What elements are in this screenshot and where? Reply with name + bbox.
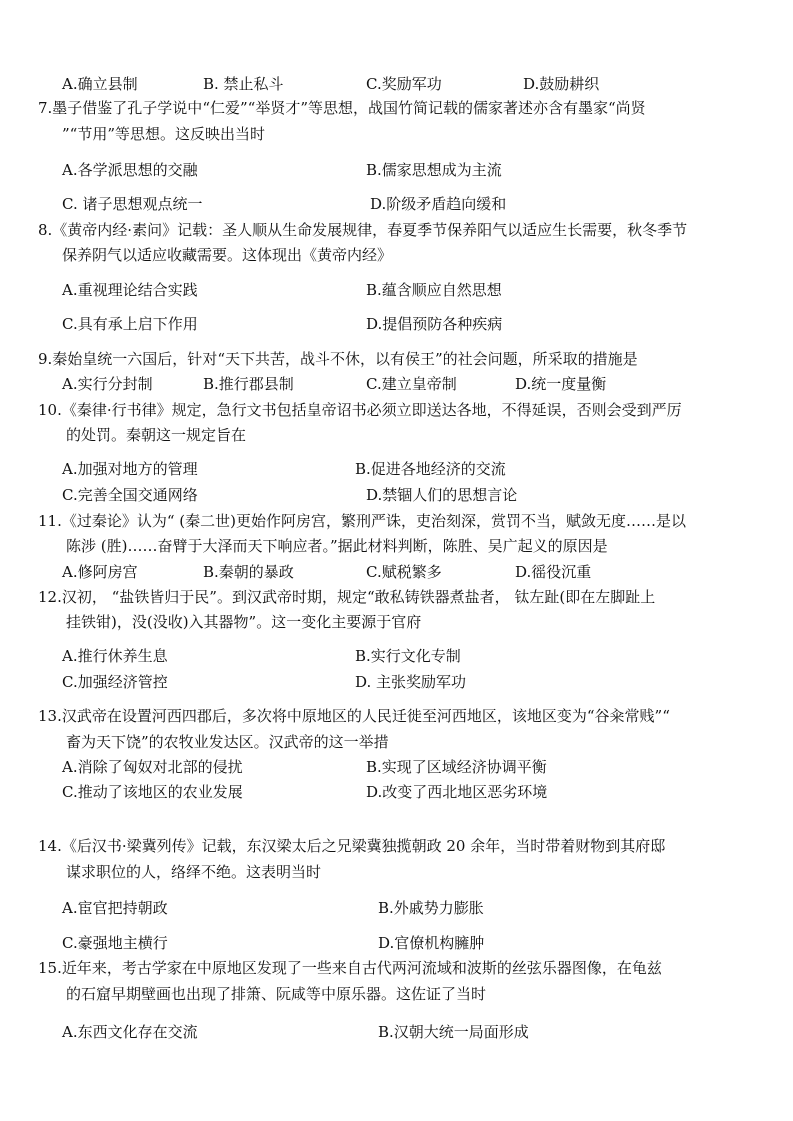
- q12-stem-line1: 12.汉初， “盐铁皆归于民”。到汉武帝时期，规定“敢私铸铁器煮盐者， 钛左趾(即在左脚趾上: [38, 588, 656, 606]
- q8-option-a: A.重视理论结合实践: [62, 281, 198, 299]
- q7-option-b: B.儒家思想成为主流: [366, 161, 502, 179]
- q9-option-d: D.统一度量衡: [515, 375, 607, 393]
- q9-option-b: B.推行郡县制: [203, 375, 294, 393]
- q10-option-c: C.完善全国交通网络: [62, 486, 198, 504]
- q11-option-c: C.赋税繁多: [366, 563, 442, 581]
- q14-option-b: B.外戚势力膨胀: [378, 899, 484, 917]
- q12-option-a: A.推行休养生息: [62, 647, 168, 665]
- q7-stem-line1: 7.墨子借鉴了孔子学说中“仁爱”“举贤才”等思想，战国竹简记载的儒家著述亦含有墨家“尚贤: [38, 99, 646, 117]
- q14-option-d: D.官僚机构臃肿: [378, 934, 485, 952]
- q12-stem-line2: 挂铁钳)，没(没收)入其器物”。这一变化主要源于官府: [66, 613, 422, 631]
- q6-option-b: B. 禁止私斗: [203, 75, 284, 93]
- q8-option-c: C.具有承上启下作用: [62, 315, 198, 333]
- q11-option-b: B.秦朝的暴政: [203, 563, 294, 581]
- q13-stem-line1: 13.汉武帝在设置河西四郡后，多次将中原地区的人民迁徙至河西地区，该地区变为“谷籴常贱”“: [38, 707, 670, 725]
- q8-option-b: B.蕴含顺应自然思想: [366, 281, 502, 299]
- q15-option-b: B.汉朝大统一局面形成: [378, 1023, 529, 1041]
- q13-option-d: D.改变了西北地区恶劣环境: [366, 783, 548, 801]
- q10-option-d: D.禁锢人们的思想言论: [366, 486, 518, 504]
- q14-stem-line1: 14.《后汉书·梁冀列传》记载，东汉梁太后之兄梁冀独揽朝政 20 余年，当时带着财物到其府邸: [38, 837, 666, 855]
- q14-option-c: C.豪强地主横行: [62, 934, 168, 952]
- q13-option-a: A.消除了匈奴对北部的侵扰: [62, 758, 243, 776]
- q11-stem-line2: 陈涉 (胜)……奋臂于大泽而天下响应者。”据此材料判断，陈胜、吴广起义的原因是: [66, 537, 608, 555]
- q9-option-c: C.建立皇帝制: [366, 375, 457, 393]
- q11-option-a: A.修阿房宫: [62, 563, 138, 581]
- q14-option-a: A.宦官把持朝政: [62, 899, 168, 917]
- q7-option-c: C. 诸子思想观点统一: [62, 195, 203, 213]
- q6-option-d: D.鼓励耕织: [523, 75, 600, 93]
- q11-option-d: D.徭役沉重: [515, 563, 592, 581]
- q8-option-d: D.提倡预防各种疾病: [366, 315, 503, 333]
- q8-stem-line2: 保养阴气以适应收藏需要。这体现出《黄帝内经》: [62, 246, 393, 264]
- q9-option-a: A.实行分封制: [62, 375, 153, 393]
- q8-stem-line1: 8.《黄帝内经·素问》记载：圣人顺从生命发展规律，春夏季节保养阳气以适应生长需要，秋冬季节: [38, 221, 688, 239]
- q12-option-c: C.加强经济管控: [62, 673, 168, 691]
- q7-option-d: D.阶级矛盾趋向缓和: [370, 195, 507, 213]
- q12-option-d: D. 主张奖励军功: [355, 673, 467, 691]
- q10-stem-line1: 10.《秦律·行书律》规定，急行文书包括皇帝诏书必须立即送达各地，不得延误，否则会受到严厉: [38, 401, 682, 419]
- q15-stem-line1: 15.近年来，考古学家在中原地区发现了一些来自古代两河流域和波斯的丝弦乐器图像，在龟兹: [38, 959, 662, 977]
- q15-stem-line2: 的石窟早期壁画也出现了排箫、阮咸等中原乐器。这佐证了当时: [66, 985, 487, 1003]
- q10-stem-line2: 的处罚。秦朝这一规定旨在: [66, 426, 247, 444]
- q9-stem-line1: 9.秦始皇统一六国后，针对“天下共苦，战斗不休，以有侯王”的社会问题，所采取的措施是: [38, 350, 638, 368]
- q14-stem-line2: 谋求职位的人，络绎不绝。这表明当时: [66, 863, 322, 881]
- q11-stem-line1: 11.《过秦论》认为“ (秦二世)更始作阿房宫，繁刑严诛，吏治刻深，赏罚不当，赋敛无度……是以: [38, 512, 686, 530]
- q7-option-a: A.各学派思想的交融: [62, 161, 198, 179]
- q6-option-c: C.奖励军功: [366, 75, 442, 93]
- q7-stem-line2: ”“节用”等思想。这反映出当时: [62, 125, 266, 143]
- q12-option-b: B.实行文化专制: [355, 647, 461, 665]
- q10-option-b: B.促进各地经济的交流: [355, 460, 506, 478]
- q13-option-c: C.推动了该地区的农业发展: [62, 783, 243, 801]
- q10-option-a: A.加强对地方的管理: [62, 460, 198, 478]
- q15-option-a: A.东西文化存在交流: [62, 1023, 198, 1041]
- q13-stem-line2: 畜为天下饶”的农牧业发达区。汉武帝的这一举措: [66, 733, 389, 751]
- q6-option-a: A.确立县制: [62, 75, 138, 93]
- q13-option-b: B.实现了区域经济协调平衡: [366, 758, 547, 776]
